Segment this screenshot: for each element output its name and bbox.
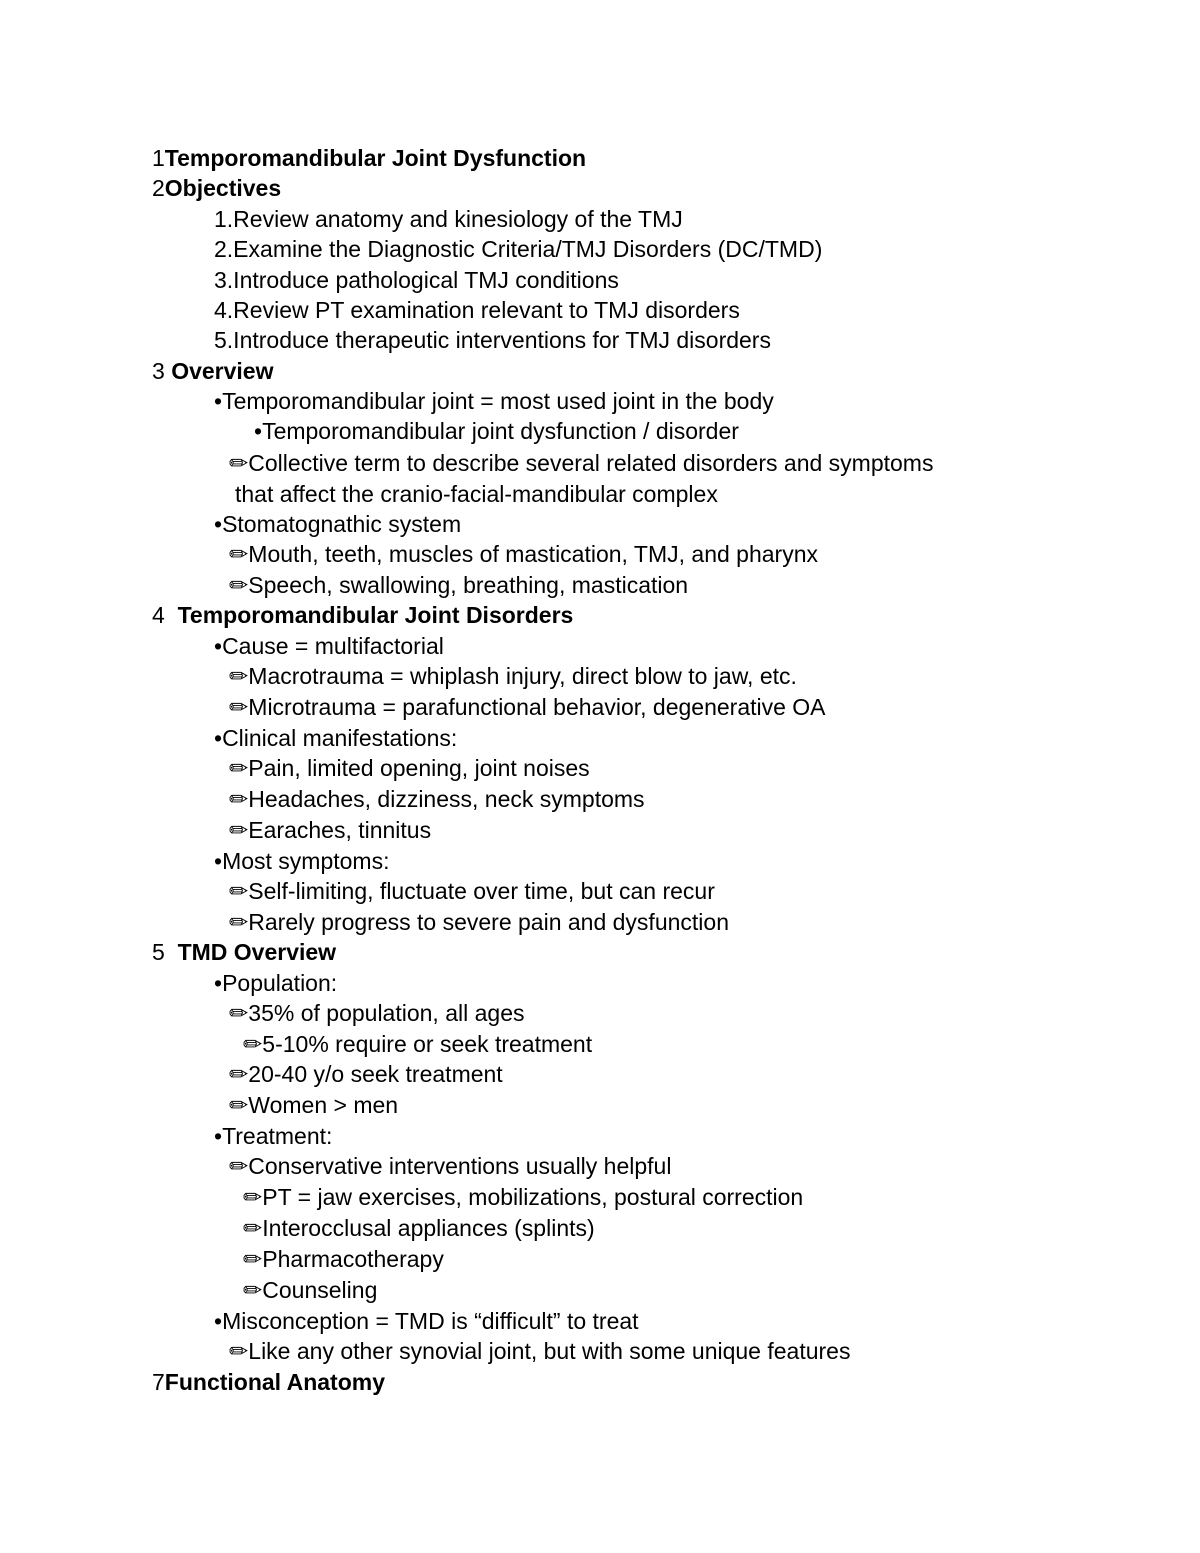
- pencil-icon: ✏: [229, 755, 249, 781]
- outline-line: [235, 480, 718, 508]
- line-text: 1.Review anatomy and kinesiology of the TMJ: [214, 206, 683, 232]
- line-text: Counseling: [262, 1277, 378, 1303]
- slide-number: 5: [152, 939, 178, 965]
- outline-line: [229, 908, 729, 936]
- outline-line: [243, 1245, 444, 1273]
- pencil-icon: ✏: [229, 541, 249, 567]
- outline-line: [243, 1276, 377, 1304]
- pencil-icon: ✏: [243, 1246, 263, 1272]
- line-text: TMD Overview: [177, 939, 337, 965]
- outline-line: [214, 724, 457, 752]
- slide-number: 1: [152, 145, 165, 171]
- line-text: Treatment:: [222, 1123, 333, 1149]
- outline-line: [214, 510, 461, 538]
- line-text: 3.Introduce pathological TMJ conditions: [214, 267, 619, 293]
- outline-line: [229, 1152, 671, 1180]
- pencil-icon: ✏: [229, 694, 249, 720]
- outline-line: [229, 754, 590, 782]
- line-text: Rarely progress to severe pain and dysfunction: [248, 909, 729, 935]
- line-text: Temporomandibular Joint Dysfunction: [164, 145, 587, 171]
- bullet-icon: •: [214, 388, 223, 414]
- line-text: Macrotrauma = whiplash injury, direct blow to jaw, etc.: [248, 663, 797, 689]
- section-heading: [152, 144, 586, 172]
- outline-line: [229, 1060, 503, 1088]
- pencil-icon: ✏: [229, 1153, 249, 1179]
- line-text: Interocclusal appliances (splints): [262, 1215, 595, 1241]
- outline-line: [214, 387, 774, 415]
- line-text: PT = jaw exercises, mobilizations, postural correction: [262, 1184, 804, 1210]
- pencil-icon: ✏: [243, 1215, 263, 1241]
- pencil-icon: ✏: [243, 1031, 263, 1057]
- line-text: 4.Review PT examination relevant to TMJ disorders: [214, 297, 740, 323]
- line-text: Stomatognathic system: [222, 511, 462, 537]
- line-text: Temporomandibular Joint Disorders: [177, 602, 574, 628]
- line-text: Cause = multifactorial: [222, 633, 444, 659]
- section-heading: [152, 357, 273, 385]
- section-heading: [152, 1368, 385, 1396]
- bullet-icon: •: [214, 725, 223, 751]
- line-text: Speech, swallowing, breathing, mastication: [248, 572, 689, 598]
- pencil-icon: ✏: [229, 909, 249, 935]
- line-text: Functional Anatomy: [164, 1369, 386, 1395]
- outline-line: [229, 1337, 850, 1365]
- outline-line: [229, 693, 826, 721]
- bullet-icon: •: [214, 848, 223, 874]
- outline-line: [214, 1122, 332, 1150]
- outline-line: [214, 969, 337, 997]
- section-heading: [152, 938, 336, 966]
- line-text: Pharmacotherapy: [262, 1246, 444, 1272]
- pencil-icon: ✏: [229, 1092, 249, 1118]
- outline-line: [243, 1214, 595, 1242]
- bullet-icon: •: [214, 511, 223, 537]
- line-text: Earaches, tinnitus: [248, 817, 432, 843]
- line-text: Objectives: [164, 175, 282, 201]
- line-text: Collective term to describe several related disorders and symptoms: [248, 450, 934, 476]
- pencil-icon: ✏: [229, 1000, 249, 1026]
- bullet-icon: •: [214, 1308, 223, 1334]
- slide-number: 4: [152, 602, 178, 628]
- line-text: Women > men: [248, 1092, 399, 1118]
- outline-line: [229, 662, 797, 690]
- pencil-icon: ✏: [229, 817, 249, 843]
- line-text: Pain, limited opening, joint noises: [248, 755, 590, 781]
- line-text: Like any other synovial joint, but with some unique features: [248, 1338, 851, 1364]
- line-text: 2.Examine the Diagnostic Criteria/TMJ Disorders (DC/TMD): [214, 236, 823, 262]
- line-text: 35% of population, all ages: [248, 1000, 525, 1026]
- line-text: Temporomandibular joint dysfunction / disorder: [262, 418, 739, 444]
- outline-line: [229, 999, 524, 1027]
- bullet-icon: •: [254, 418, 263, 444]
- outline-line: [229, 1091, 398, 1119]
- outline-line: [243, 1030, 592, 1058]
- bullet-icon: •: [214, 633, 223, 659]
- line-text: 5.Introduce therapeutic interventions for TMJ disorders: [214, 327, 771, 353]
- line-text: that affect the cranio-facial-mandibular complex: [235, 481, 718, 507]
- outline-line: [214, 326, 771, 354]
- section-heading: [152, 174, 281, 202]
- slide-number: 7: [152, 1369, 165, 1395]
- outline-line: [229, 785, 645, 813]
- section-heading: [152, 601, 573, 629]
- line-text: Most symptoms:: [222, 848, 390, 874]
- line-text: 20-40 y/o seek treatment: [248, 1061, 503, 1087]
- line-text: 5-10% require or seek treatment: [262, 1031, 593, 1057]
- outline-line: [243, 1183, 803, 1211]
- pencil-icon: ✏: [229, 450, 249, 476]
- outline-line: [229, 540, 818, 568]
- bullet-icon: •: [214, 970, 223, 996]
- line-text: Microtrauma = parafunctional behavior, degenerative OA: [248, 694, 826, 720]
- line-text: Mouth, teeth, muscles of mastication, TMJ, and pharynx: [248, 541, 819, 567]
- line-text: Clinical manifestations:: [222, 725, 458, 751]
- line-text: Self-limiting, fluctuate over time, but can recur: [248, 878, 715, 904]
- outline-line: [229, 571, 688, 599]
- pencil-icon: ✏: [229, 663, 249, 689]
- pencil-icon: ✏: [243, 1184, 263, 1210]
- line-text: Misconception = TMD is “difficult” to treat: [222, 1308, 639, 1334]
- outline-line: [214, 266, 619, 294]
- outline-line: [229, 877, 715, 905]
- outline-line: [214, 205, 683, 233]
- outline-line: [254, 417, 739, 445]
- outline-line: [214, 632, 444, 660]
- outline-line: [214, 296, 740, 324]
- pencil-icon: ✏: [229, 878, 249, 904]
- line-text: Temporomandibular joint = most used joint in the body: [222, 388, 774, 414]
- pencil-icon: ✏: [229, 1338, 249, 1364]
- pencil-icon: ✏: [229, 786, 249, 812]
- pencil-icon: ✏: [243, 1277, 263, 1303]
- line-text: Headaches, dizziness, neck symptoms: [248, 786, 645, 812]
- pencil-icon: ✏: [229, 1061, 249, 1087]
- outline-line: [214, 1307, 639, 1335]
- slide-number: 3: [152, 358, 172, 384]
- slide-number: 2: [152, 175, 165, 201]
- outline-line: [214, 235, 822, 263]
- outline-line: [229, 816, 431, 844]
- pencil-icon: ✏: [229, 572, 249, 598]
- outline-line: [229, 449, 933, 477]
- line-text: Population:: [222, 970, 338, 996]
- line-text: Conservative interventions usually helpful: [248, 1153, 672, 1179]
- outline-line: [214, 847, 389, 875]
- bullet-icon: •: [214, 1123, 223, 1149]
- line-text: Overview: [171, 358, 274, 384]
